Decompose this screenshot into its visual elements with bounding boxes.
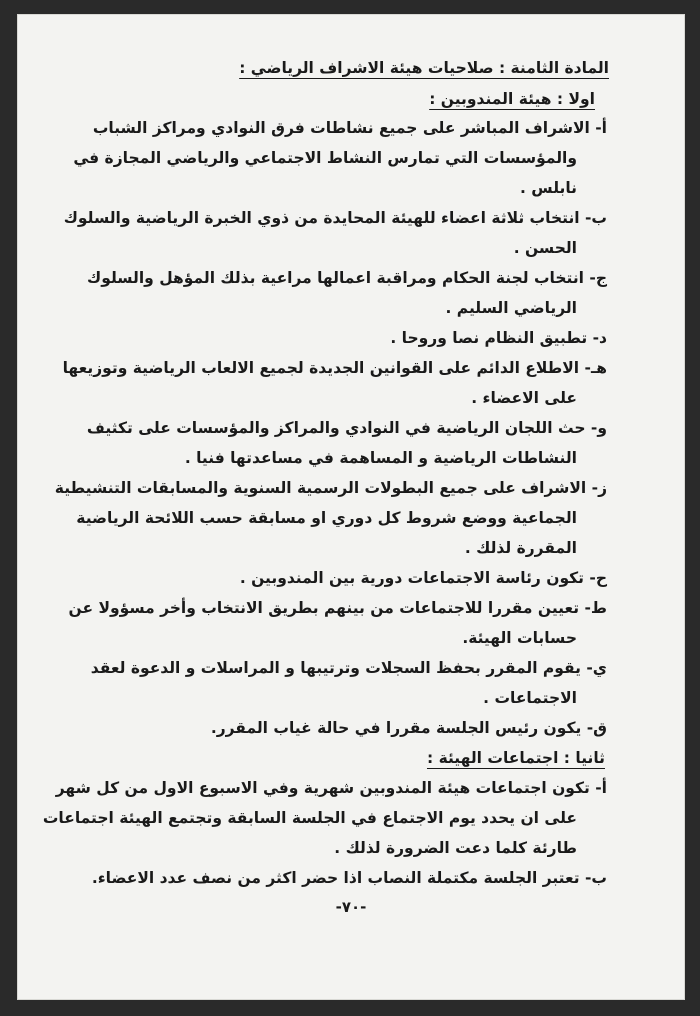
text-line: الرياضي السليم . <box>445 299 577 317</box>
text-line: ي- يقوم المقرر بحفظ السجلات وترتيبها و المراسلات و الدعوة لعقد <box>90 659 607 677</box>
text-line: طارئة كلما دعت الضرورة لذلك . <box>334 839 577 857</box>
text-line: د- تطبيق النظام نصا وروحا . <box>390 329 607 347</box>
text-line: ب- انتخاب ثلاثة اعضاء للهيئة المحايدة من ذوي الخبرة الرياضية والسلوك <box>63 209 607 227</box>
text-line: ق- يكون رئيس الجلسة مقررا في حالة غياب المقرر. <box>210 719 607 737</box>
text-line: ز- الاشراف على جميع البطولات الرسمية السنوية والمسابقات التنشيطية <box>54 479 607 497</box>
text-line: الاجتماعات . <box>483 689 577 707</box>
text-line: أ- تكون اجتماعات هيئة المندوبين شهرية وفي الاسبوع الاول من كل شهر <box>55 779 607 797</box>
text-line: ب- تعتبر الجلسة مكتملة النصاب اذا حضر اكثر من نصف عدد الاعضاء. <box>91 869 607 887</box>
section-heading-delegates: اولا : هيئة المندوبين : <box>429 90 595 108</box>
text-line: ط- تعيين مقررا للاجتماعات من بينهم بطريق الانتخاب وأخر مسؤولا عن <box>68 599 607 617</box>
text-line: الحسن . <box>513 239 577 257</box>
article-title: المادة الثامنة : صلاحيات هيئة الاشراف الرياضي : <box>239 59 609 77</box>
text-line: هـ- الاطلاع الدائم على القوانين الجديدة لجميع الالعاب الرياضية وتوزيعها <box>62 359 607 377</box>
document-page <box>17 14 685 1000</box>
text-line: والمؤسسات التي تمارس النشاط الاجتماعي والرياضي المجازة في <box>73 149 577 167</box>
text-line: نابلس . <box>520 179 577 197</box>
text-line: المقررة لذلك . <box>464 539 577 557</box>
text-line: ح- تكون رئاسة الاجتماعات دورية بين المندوبين . <box>239 569 607 587</box>
text-line: ج- انتخاب لجنة الحكام ومراقبة اعمالها مراعية بذلك المؤهل والسلوك <box>87 269 607 287</box>
text-line: على الاعضاء . <box>471 389 577 407</box>
text-line: الجماعية ووضع شروط كل دوري او مسابقة حسب اللائحة الرياضية <box>76 509 577 527</box>
text-line: حسابات الهيئة. <box>462 629 577 647</box>
text-line: النشاطات الرياضية و المساهمة في مساعدتها فنيا . <box>184 449 577 467</box>
text-line: و- حث اللجان الرياضية في النوادي والمراكز والمؤسسات على تكثيف <box>86 419 607 437</box>
section-heading-meetings: ثانيا : اجتماعات الهيئة : <box>426 749 605 767</box>
text-line: أ- الاشراف المباشر على جميع نشاطات فرق النوادي ومراكز الشباب <box>92 119 607 137</box>
page-number: -٧٠- <box>335 898 367 916</box>
text-line: على ان يحدد يوم الاجتماع في الجلسة السابقة وتجتمع الهيئة اجتماعات <box>42 809 577 827</box>
